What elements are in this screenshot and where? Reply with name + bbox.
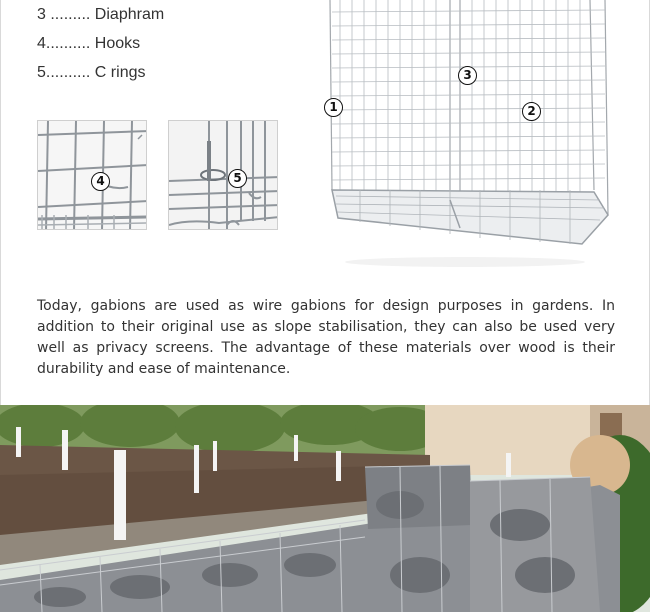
marker-4: 4 xyxy=(91,172,110,191)
legend-number: 3 xyxy=(37,6,46,23)
marker-1: 1 xyxy=(324,98,343,117)
parts-legend xyxy=(37,5,164,92)
legend-label: Diaphram xyxy=(90,6,165,23)
marker-3: 3 xyxy=(458,66,477,85)
legend-dots: .......... xyxy=(45,64,91,81)
marker-2: 2 xyxy=(522,102,541,121)
legend-label: Hooks xyxy=(90,35,141,52)
legend-item-hooks xyxy=(37,34,164,63)
legend-label: C rings xyxy=(90,64,146,81)
legend-dots: .......... xyxy=(45,35,91,52)
legend-number: 5 xyxy=(37,64,46,81)
legend-item-diaphragm xyxy=(37,5,164,34)
c-rings-detail-image xyxy=(168,120,278,230)
gabion-basket-image xyxy=(300,0,630,270)
garden-gabion-photo xyxy=(0,405,650,612)
legend-number: 4 xyxy=(37,35,46,52)
legend-item-c-rings xyxy=(37,63,164,92)
description-paragraph: Today, gabions are used as wire gabions for design purposes in gardens. In addition to their original use as slope stabilisation, they can also be used very well as privacy screens. The advantage of these materials over wood is their durability and ease of maintenance. xyxy=(37,298,615,377)
marker-5: 5 xyxy=(228,169,247,188)
legend-dots: ......... xyxy=(45,6,91,23)
